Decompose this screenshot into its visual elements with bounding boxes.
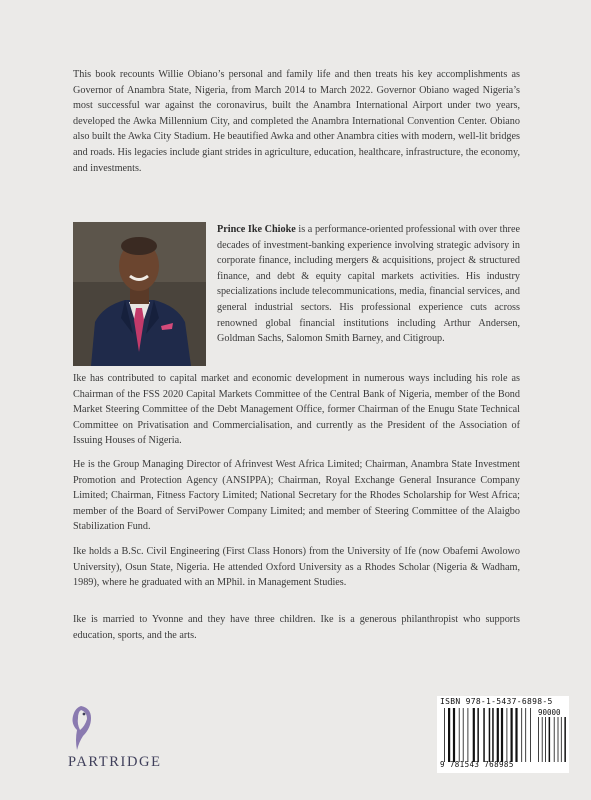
barcode-bar [453,708,455,762]
addon-barcode [538,717,566,762]
author-portrait-illustration [73,222,206,366]
barcode-bar [444,708,445,762]
author-bio-positions: He is the Group Managing Director of Afrinvest West Africa Limited; Chairman, Anambra State Investment Promotion and Protection Agency (ANSIPPA); Chairman, Royal Exchange General Insurance Company Limited; Chairman, Fitness Factory Limited; National Secretary for the Rhodes Scholarship for West Africa; member of the Board of ServiPower Company Limited; and member of Steering Committee of the Alaigbo Stabilization Fund. [73,459,520,533]
barcode-bar [538,717,539,762]
barcode-bar [549,717,551,762]
barcode-bar [497,708,499,762]
barcode-bar [554,717,555,762]
barcode-bar [507,708,508,762]
barcode-bar [468,708,469,762]
isbn-label: ISBN 978-1-5437-6898-5 [440,697,553,706]
barcode-bar [492,708,494,762]
author-bio-lead: is a performance-oriented professional with over three decades of investment-banking experience involving strategic advisory in corporate finance, including mergers & acquisitions, project & structured finance, and debt & equity capital markets activities. His industry specializations include telecommunications, media, financial services, and general industrial sectors. His professional experience cuts across renowned global financial institutions including Arthur Andersen, Goldman Sachs, Salomon Smith Barney, and Citigroup. [217,224,520,345]
barcode-bar [564,717,566,762]
barcode-bar [525,708,526,762]
barcode-bar [515,708,517,762]
publisher-name: PARTRIDGE [68,754,162,770]
ean-barcode [444,708,534,762]
barcode-bar [542,717,543,762]
author-bio-capital-markets: Ike has contributed to capital market and economic development in numerous ways including his role as Chairman of the FSS 2020 Capital Markets Committee of the Central Bank of Nigeria, member of the Bond Market Steering Committee of the Debt Management Office, former Chairman of the Enugu State Technical Committee on Privatisation and Commercialisation, and currently as the President of the Association of Issuing Houses of Nigeria. [73,373,520,447]
barcode-bar [459,708,460,762]
barcode-bar [561,717,562,762]
ean-digits: 9 781543 768985 [440,760,514,769]
barcode-bar [530,708,531,762]
barcode-bar [521,708,522,762]
book-blurb: This book recounts Willie Obiano’s personal and family life and then treats his key accomplishments as Governor of Anambra State, Nigeria, from March 2014 to March 2022. Governor Obiano waged Nigeria’s most successful war against the coronavirus, built the Anambra International Airport under two years, developed the Awka Millennium City, and completed the Anambra International Convention Center. Obiano also built the Awka City Stadium. He beautified Awka and other Anambra cities with modern, well-lit bridges and roads. His legacies include giant strides in agriculture, education, healthcare, infrastructure, the economy, and investments. [73,69,520,174]
barcode-bar [477,708,479,762]
barcode-bar [558,717,559,762]
barcode-bar [511,708,513,762]
author-bio-education: Ike holds a B.Sc. Civil Engineering (First Class Honors) from the University of Ife (now Obafemi Awolowo University), Osun State, Nigeria. He attended Oxford University as a Rhodes Scholar (Nigeria & Wadham, 1989), where he graduated with an MPhil. in Management Studies. [73,546,520,589]
quill-bird-icon [67,702,99,752]
author-name: Prince Ike Chioke [217,224,296,235]
barcode-bar [545,717,546,762]
barcode-bar [501,708,503,762]
barcode-bar [463,708,464,762]
author-photo [73,222,206,366]
barcode-bar [483,708,485,762]
author-bio-family: Ike is married to Yvonne and they have three children. Ike is a generous philanthropist who supports education, sports, and the arts. [73,614,520,641]
author-bio-intro [217,222,520,347]
barcode-bar [448,708,450,762]
barcode-bar [473,708,475,762]
price-code: 90000 [538,708,561,717]
barcode-bar [489,708,491,762]
